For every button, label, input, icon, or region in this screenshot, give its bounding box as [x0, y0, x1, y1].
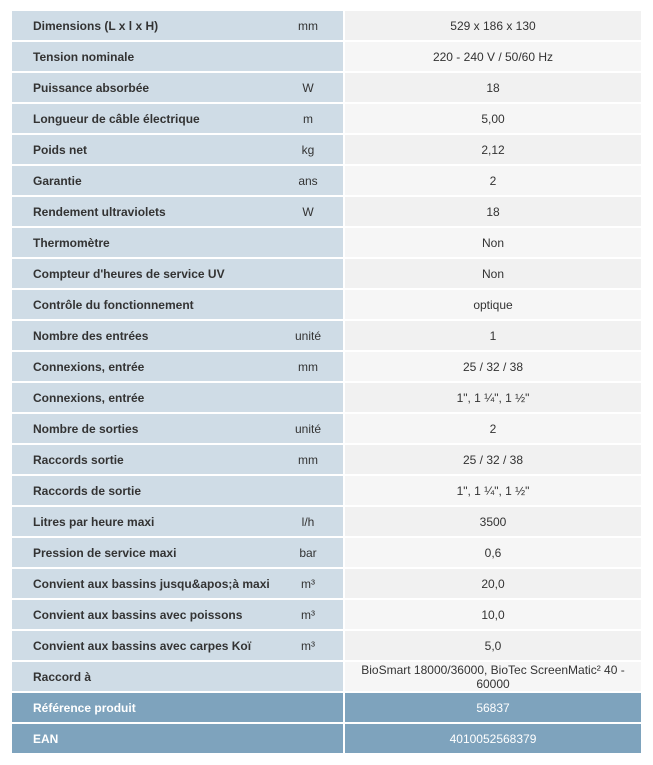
spec-label: Poids net: [12, 135, 273, 164]
spec-unit: [273, 290, 343, 319]
spec-unit: W: [273, 197, 343, 226]
spec-label: Connexions, entrée: [12, 352, 273, 381]
spec-label: Raccords sortie: [12, 445, 273, 474]
spec-label: Convient aux bassins avec poissons: [12, 600, 273, 629]
spec-row: [12, 104, 641, 133]
spec-unit: m: [273, 104, 343, 133]
spec-value: 3500: [343, 507, 641, 536]
spec-table-footer: [12, 693, 641, 753]
spec-label: Litres par heure maxi: [12, 507, 273, 536]
reference-label: Référence produit: [12, 693, 273, 722]
spec-row: [12, 414, 641, 443]
spec-row: [12, 445, 641, 474]
spec-row: [12, 135, 641, 164]
spec-label: Compteur d'heures de service UV: [12, 259, 273, 288]
spec-label: Puissance absorbée: [12, 73, 273, 102]
spec-label: Longueur de câble électrique: [12, 104, 273, 133]
spec-value: 25 / 32 / 38: [343, 445, 641, 474]
ean-row: [12, 724, 641, 753]
ean-unit: [273, 724, 343, 753]
ean-label: EAN: [12, 724, 273, 753]
spec-label: Raccords de sortie: [12, 476, 273, 505]
spec-label: Dimensions (L x l x H): [12, 11, 273, 40]
spec-label: Garantie: [12, 166, 273, 195]
spec-unit: unité: [273, 321, 343, 350]
spec-row: [12, 11, 641, 40]
spec-unit: [273, 228, 343, 257]
reference-row: [12, 693, 641, 722]
spec-unit: l/h: [273, 507, 343, 536]
spec-unit: [273, 662, 343, 691]
reference-value: 56837: [343, 693, 641, 722]
spec-row: [12, 321, 641, 350]
spec-row: [12, 631, 641, 660]
spec-unit: W: [273, 73, 343, 102]
spec-unit: kg: [273, 135, 343, 164]
spec-value: 20,0: [343, 569, 641, 598]
spec-value: 18: [343, 197, 641, 226]
spec-unit: [273, 383, 343, 412]
reference-unit: [273, 693, 343, 722]
spec-value: 25 / 32 / 38: [343, 352, 641, 381]
spec-label: Nombre des entrées: [12, 321, 273, 350]
spec-unit: unité: [273, 414, 343, 443]
spec-unit: m³: [273, 600, 343, 629]
spec-row: [12, 383, 641, 412]
spec-label: Contrôle du fonctionnement: [12, 290, 273, 319]
spec-row: [12, 197, 641, 226]
spec-label: Pression de service maxi: [12, 538, 273, 567]
spec-value: BioSmart 18000/36000, BioTec ScreenMatic² 40 - 60000: [343, 662, 641, 691]
spec-unit: mm: [273, 352, 343, 381]
spec-row: [12, 538, 641, 567]
spec-unit: [273, 42, 343, 71]
spec-label: Tension nominale: [12, 42, 273, 71]
spec-value: 5,00: [343, 104, 641, 133]
spec-row: [12, 259, 641, 288]
spec-row: [12, 290, 641, 319]
spec-unit: [273, 259, 343, 288]
spec-row: [12, 352, 641, 381]
spec-value: Non: [343, 228, 641, 257]
spec-unit: mm: [273, 11, 343, 40]
spec-value: 2: [343, 414, 641, 443]
spec-table: [12, 9, 641, 755]
spec-value: 0,6: [343, 538, 641, 567]
spec-row: [12, 507, 641, 536]
spec-unit: bar: [273, 538, 343, 567]
spec-row: [12, 569, 641, 598]
spec-row: [12, 73, 641, 102]
spec-value: Non: [343, 259, 641, 288]
spec-unit: m³: [273, 569, 343, 598]
spec-row: [12, 662, 641, 691]
spec-label: Convient aux bassins avec carpes Koï: [12, 631, 273, 660]
spec-value: 220 - 240 V / 50/60 Hz: [343, 42, 641, 71]
spec-value: 1", 1 ¼", 1 ½": [343, 383, 641, 412]
spec-value: 5,0: [343, 631, 641, 660]
spec-unit: [273, 476, 343, 505]
spec-label: Raccord à: [12, 662, 273, 691]
spec-label: Convient aux bassins jusqu&apos;à maxi: [12, 569, 273, 598]
spec-value: 1: [343, 321, 641, 350]
spec-value: optique: [343, 290, 641, 319]
spec-label: Connexions, entrée: [12, 383, 273, 412]
spec-label: Rendement ultraviolets: [12, 197, 273, 226]
spec-unit: ans: [273, 166, 343, 195]
spec-row: [12, 600, 641, 629]
spec-row: [12, 228, 641, 257]
spec-unit: mm: [273, 445, 343, 474]
spec-value: 18: [343, 73, 641, 102]
spec-row: [12, 166, 641, 195]
spec-value: 1", 1 ¼", 1 ½": [343, 476, 641, 505]
ean-value: 4010052568379: [343, 724, 641, 753]
spec-table-body: [12, 11, 641, 691]
spec-unit: m³: [273, 631, 343, 660]
spec-value: 529 x 186 x 130: [343, 11, 641, 40]
spec-row: [12, 476, 641, 505]
spec-label: Nombre de sorties: [12, 414, 273, 443]
spec-value: 10,0: [343, 600, 641, 629]
spec-label: Thermomètre: [12, 228, 273, 257]
spec-row: [12, 42, 641, 71]
spec-value: 2,12: [343, 135, 641, 164]
spec-value: 2: [343, 166, 641, 195]
